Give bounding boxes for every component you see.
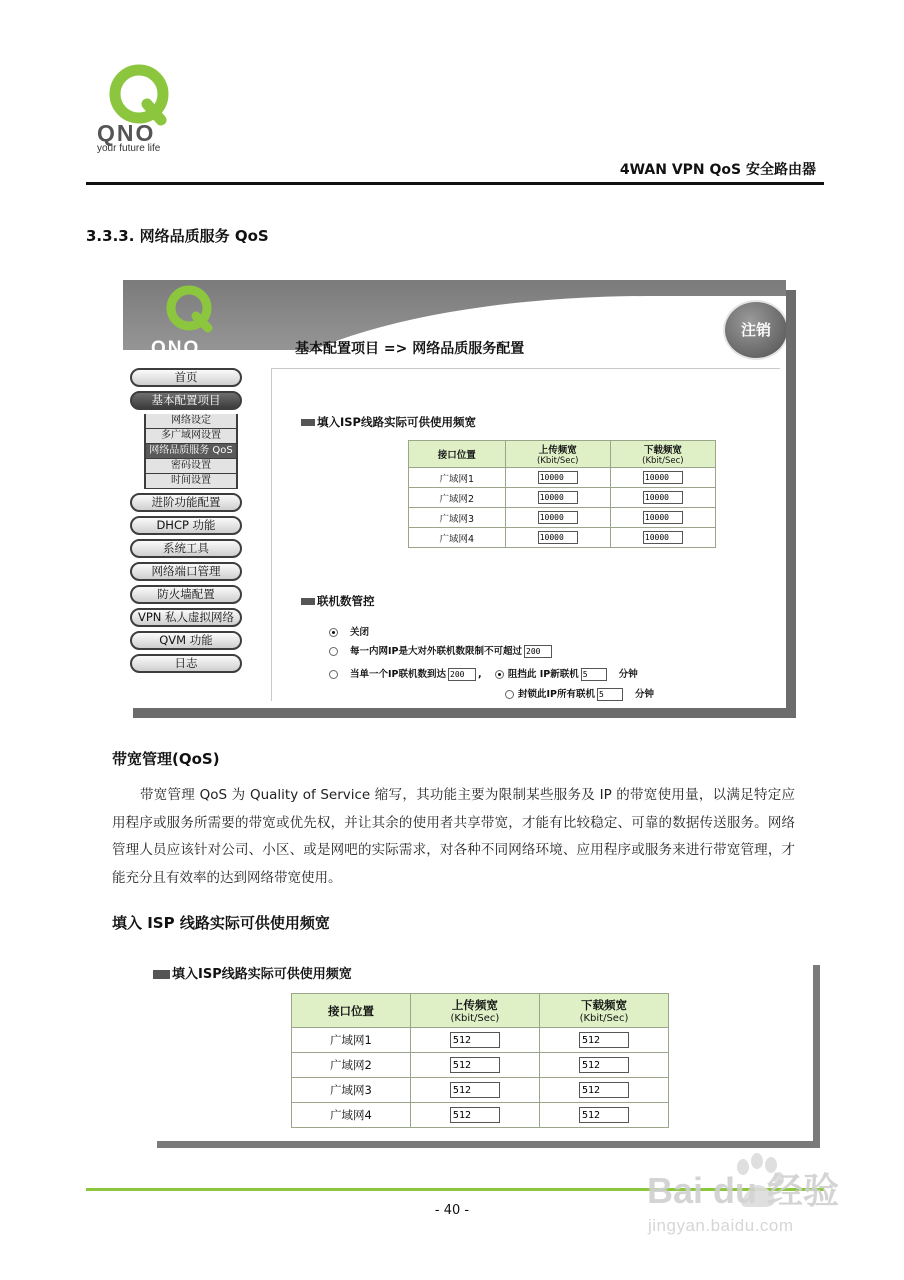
sidebar-nav xyxy=(130,364,242,677)
bandwidth-section-label xyxy=(301,414,476,430)
radio-block-new[interactable] xyxy=(495,670,504,679)
col-upload-unit: (Kbit/Sec) xyxy=(536,456,579,466)
wan-name: 广域网3 xyxy=(409,508,506,528)
section-marker-icon xyxy=(301,598,315,605)
router-logo xyxy=(151,282,231,360)
col-download xyxy=(610,441,715,468)
logo-text: QNO xyxy=(97,120,156,146)
subnav-time[interactable]: 时间设置 xyxy=(146,474,236,489)
subnav-qos[interactable]: 网络品质服务 QoS xyxy=(146,444,236,459)
logo-tagline: your future life xyxy=(97,143,161,154)
breadcrumb: 基本配置项目 => 网络品质服务配置 xyxy=(295,341,525,357)
download-input[interactable] xyxy=(579,1057,629,1073)
conn-per-ip-label: 每一内网IP是大对外联机数限制不可超过 xyxy=(350,646,522,657)
isp-subheading: 填入 ISP 线路实际可供使用频宽 xyxy=(112,914,330,932)
download-input[interactable] xyxy=(643,491,683,504)
block-new-minutes-input[interactable] xyxy=(581,668,607,681)
table-header-row xyxy=(292,994,669,1028)
nav-qvm-button[interactable]: QVM 功能 xyxy=(130,631,242,650)
col-upload xyxy=(505,441,610,468)
col-download xyxy=(539,994,668,1028)
upload-input[interactable] xyxy=(450,1032,500,1048)
table-row xyxy=(292,1078,669,1103)
radio-per-ip-limit[interactable] xyxy=(329,647,338,656)
wan-name: 广域网1 xyxy=(409,468,506,488)
table-row xyxy=(292,1053,669,1078)
download-input[interactable] xyxy=(643,471,683,484)
download-input[interactable] xyxy=(579,1082,629,1098)
qos-subheading: 带宽管理(QoS) xyxy=(112,750,220,768)
radio-block-all[interactable] xyxy=(505,690,514,699)
router-qos-screenshot xyxy=(123,280,786,708)
upload-input[interactable] xyxy=(538,471,578,484)
bandwidth-screenshot xyxy=(150,958,813,1141)
header-rule xyxy=(86,182,824,185)
col-interface: 接口位置 xyxy=(292,994,411,1028)
bandwidth-table xyxy=(408,440,716,548)
conn-option-off xyxy=(329,624,369,638)
minutes-label: 分钟 xyxy=(618,669,638,680)
col-upload-label: 上传频宽 xyxy=(451,998,498,1012)
connection-section-label xyxy=(301,593,375,609)
upload-input[interactable] xyxy=(450,1082,500,1098)
section-heading: 3.3.3. 网络品质服务 QoS xyxy=(86,227,269,245)
col-download-label: 下载频宽 xyxy=(643,445,682,456)
col-upload xyxy=(410,994,539,1028)
table-row xyxy=(292,1028,669,1053)
wan-name: 广域网4 xyxy=(292,1103,411,1128)
upload-input[interactable] xyxy=(538,531,578,544)
product-title: 4WAN VPN QoS 安全路由器 xyxy=(619,162,816,178)
col-upload-label: 上传频宽 xyxy=(538,445,577,456)
wan-name: 广域网3 xyxy=(292,1078,411,1103)
table-row xyxy=(409,488,716,508)
col-download-label: 下载频宽 xyxy=(580,998,627,1012)
col-upload-unit: (Kbit/Sec) xyxy=(450,1013,500,1024)
conn-option-per-ip xyxy=(329,643,554,658)
section-marker-icon xyxy=(153,970,170,979)
bandwidth-section-text: 填入ISP线路实际可供使用频宽 xyxy=(172,967,352,982)
nav-log-button[interactable]: 日志 xyxy=(130,654,242,673)
minutes-label: 分钟 xyxy=(635,689,655,700)
conn-option-block-all xyxy=(505,686,654,701)
conn-option-single-ip xyxy=(329,666,638,681)
qos-paragraph: 带宽管理 QoS 为 Quality of Service 缩写，其功能主要为限制某些服务及 IP 的带宽使用量，以满足特定应用程序或服务所需要的带宽或优先权，并让其余的使用者共享带宽，才能有比较稳定、可靠的数据传送服务。网络管理人员应该针对公司、小区、或是网吧的实际需求，对各种不同网络环境、应用程序或服务来进行带宽管理，才能充分且有效率的达到网络带宽使用。 xyxy=(112,787,795,886)
table-row xyxy=(409,528,716,548)
download-input[interactable] xyxy=(579,1032,629,1048)
single-ip-threshold-input[interactable] xyxy=(448,668,476,681)
download-input[interactable] xyxy=(643,511,683,524)
connection-section-text: 联机数管控 xyxy=(317,594,375,608)
col-download-unit: (Kbit/Sec) xyxy=(579,1013,629,1024)
nav-basic-config-button[interactable]: 基本配置项目 xyxy=(130,391,242,410)
section-marker-icon xyxy=(301,419,315,426)
block-new-label: 阻挡此 IP新联机 xyxy=(507,669,579,680)
per-ip-limit-input[interactable] xyxy=(524,645,552,658)
bandwidth-table xyxy=(291,993,669,1128)
col-download-unit: (Kbit/Sec) xyxy=(642,456,684,466)
router-logo-text: QNO xyxy=(151,338,201,359)
basic-config-submenu xyxy=(144,414,238,489)
wan-name: 广域网1 xyxy=(292,1028,411,1053)
subnav-network-settings[interactable]: 网络设定 xyxy=(146,414,236,429)
wan-name: 广域网2 xyxy=(292,1053,411,1078)
nav-vpn-button[interactable]: VPN 私人虚拟网络 xyxy=(130,608,242,627)
wan-name: 广域网4 xyxy=(409,528,506,548)
nav-port-mgmt-button[interactable]: 网络端口管理 xyxy=(130,562,242,581)
radio-off[interactable] xyxy=(329,628,338,637)
watermark-brand: Bai du 经验 xyxy=(647,1170,840,1211)
nav-firewall-button[interactable]: 防火墙配置 xyxy=(130,585,242,604)
block-all-minutes-input[interactable] xyxy=(597,688,623,701)
radio-single-ip[interactable] xyxy=(329,670,338,679)
comma-separator: , xyxy=(478,669,482,680)
table-row xyxy=(292,1103,669,1128)
wan-name: 广域网2 xyxy=(409,488,506,508)
upload-input[interactable] xyxy=(450,1057,500,1073)
nav-home-button[interactable]: 首页 xyxy=(130,368,242,387)
watermark-url: jingyan.baidu.com xyxy=(648,1216,794,1235)
download-input[interactable] xyxy=(643,531,683,544)
subnav-multi-wan[interactable]: 多广域网设置 xyxy=(146,429,236,444)
col-interface: 接口位置 xyxy=(409,441,506,468)
conn-off-label: 关闭 xyxy=(350,627,370,638)
page-number: - 40 - xyxy=(434,1203,470,1218)
bandwidth-section-label xyxy=(153,963,352,982)
table-row xyxy=(409,468,716,488)
table-header-row xyxy=(409,441,716,468)
download-input[interactable] xyxy=(579,1107,629,1123)
upload-input[interactable] xyxy=(450,1107,500,1123)
conn-single-ip-label: 当单一个IP联机数到达 xyxy=(350,669,446,680)
nav-dhcp-button[interactable]: DHCP 功能 xyxy=(130,516,242,535)
logout-button[interactable]: 注销 xyxy=(723,300,786,360)
subnav-password[interactable]: 密码设置 xyxy=(146,459,236,474)
nav-system-tools-button[interactable]: 系统工具 xyxy=(130,539,242,558)
bandwidth-section-text: 填入ISP线路实际可供使用频宽 xyxy=(317,415,476,429)
nav-advanced-button[interactable]: 进阶功能配置 xyxy=(130,493,242,512)
upload-input[interactable] xyxy=(538,511,578,524)
upload-input[interactable] xyxy=(538,491,578,504)
block-all-label: 封锁此IP所有联机 xyxy=(518,689,595,700)
table-row xyxy=(409,508,716,528)
